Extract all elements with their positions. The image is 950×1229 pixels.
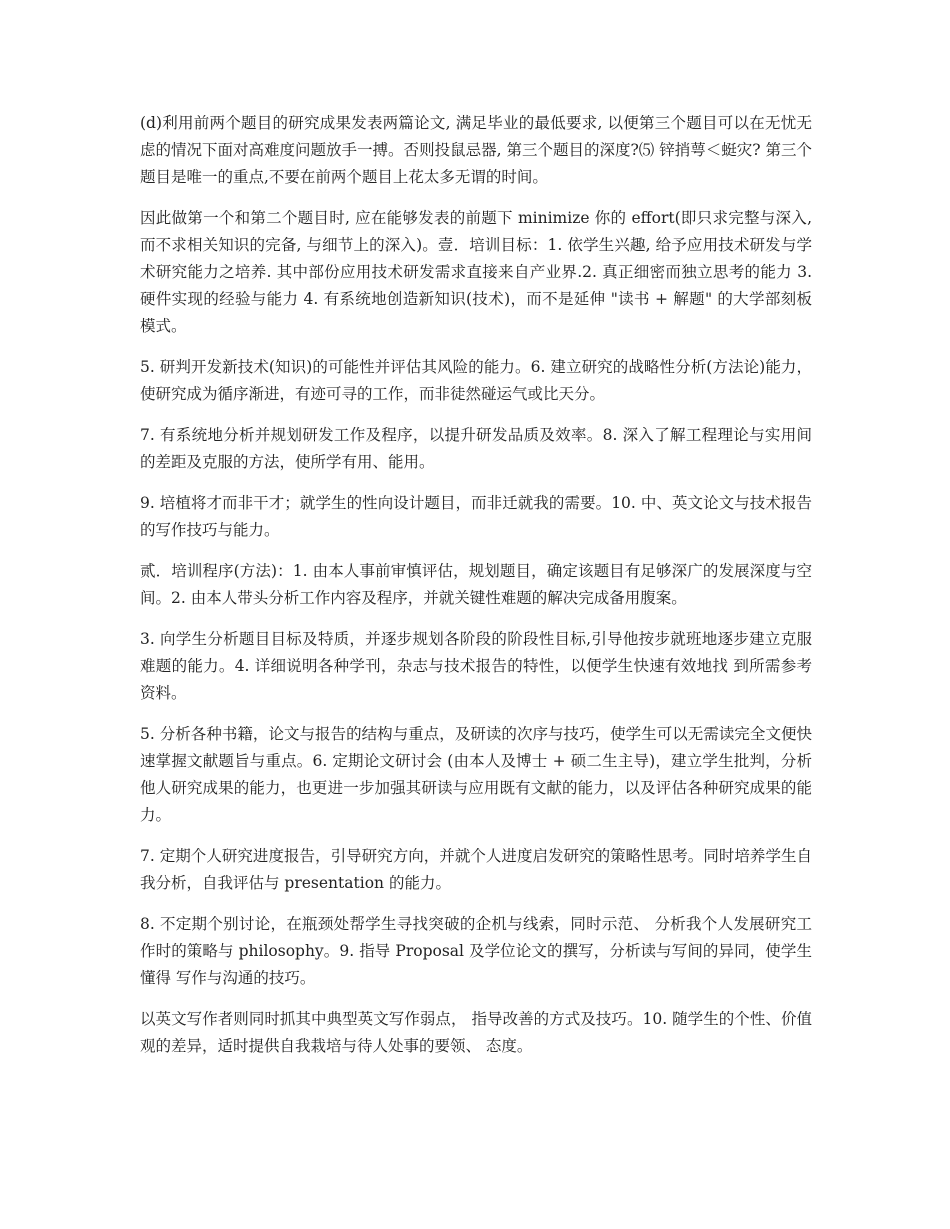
paragraph-5: 9. 培植将才而非干才；就学生的性向设计题目，而非迁就我的需要。10. 中、英文论文与技术报告的写作技巧与能力。 (140, 494, 812, 539)
paragraph-2: 因此做第一个和第二个题目时, 应在能够发表的前题下 minimize 你的 effort(即只求完整与深入, 而不求相关知识的完备, 与细节上的深入)。壹．培训目标：1. 依学生兴趣, 给予应用技术研发与学术研究能力之培养. 其中部份应用技术研发需求直接来自产业界.2. 真正细密而独立思考的能力 3. 硬件实现的经验与能力 4. 有系统地创造新知识(技术)，而不是延伸 "读书 + 解题" 的大学部刻板模式。 (140, 209, 812, 335)
paragraph-3: 5. 研判开发新技术(知识)的可能性并评估其风险的能力。6. 建立研究的战略性分析(方法论)能力，使研究成为循序渐进，有迹可寻的工作，而非徒然碰运气或比天分。 (140, 358, 812, 403)
paragraph-8: 5. 分析各种书籍，论文与报告的结构与重点，及研读的次序与技巧，使学生可以无需读完全文便快速掌握文献题旨与重点。6. 定期论文研讨会 (由本人及博士 + 硕二生主导)，建立学生批判，分析他人研究成果的能力，也更进一步加强其研读与应用既有文献的能力，以及评估各种研究成果的能力。 (140, 725, 813, 824)
paragraph-7: 3. 向学生分析题目目标及特质，并逐步规划各阶段的阶段性目标,引导他按步就班地逐步建立克服难题的能力。4. 详细说明各种学刊，杂志与技术报告的特性，以便学生快速有效地找 到所需参考资料。 (140, 630, 812, 702)
paragraph-11: 以英文写作者则同时抓其中典型英文写作弱点， 指导改善的方式及技巧。10. 随学生的个性、价值观的差异，适时提供自我栽培与待人处事的要领、 态度。 (140, 1010, 812, 1055)
paragraph-9: 7. 定期个人研究进度报告，引导研究方向，并就个人进度启发研究的策略性思考。同时培养学生自我分析，自我评估与 presentation 的能力。 (140, 847, 813, 892)
document-page (140, 110, 812, 1074)
paragraph-10: 8. 不定期个别讨论，在瓶颈处帮学生寻找突破的企机与线索，同时示范、 分析我个人发展研究工作时的策略与 philosophy。9. 指导 Proposal 及学位论文的撰写，分析读与写间的异同，使学生懂得 写作与沟通的技巧。 (140, 915, 812, 987)
paragraph-1: (d)利用前两个题目的研究成果发表两篇论文, 满足毕业的最低要求, 以便第三个题目可以在无忧无虑的情况下面对高难度问题放手一搏。否则投鼠忌器, 第三个题目的深度?⑸ 锌捎萼＜蜓灾? 第三个题目是唯一的重点,不要在前两个题目上花太多无谓的时间。 (140, 114, 812, 186)
paragraph-6: 贰．培训程序(方法)：1. 由本人事前审慎评估，规划题目，确定该题目有足够深广的发展深度与空间。2. 由本人带头分析工作内容及程序，并就关键性难题的解决完成备用腹案。 (140, 562, 812, 607)
paragraph-4: 7. 有系统地分析并规划研发工作及程序，以提升研发品质及效率。8. 深入了解工程理论与实用间的差距及克服的方法，使所学有用、能用。 (140, 426, 812, 471)
